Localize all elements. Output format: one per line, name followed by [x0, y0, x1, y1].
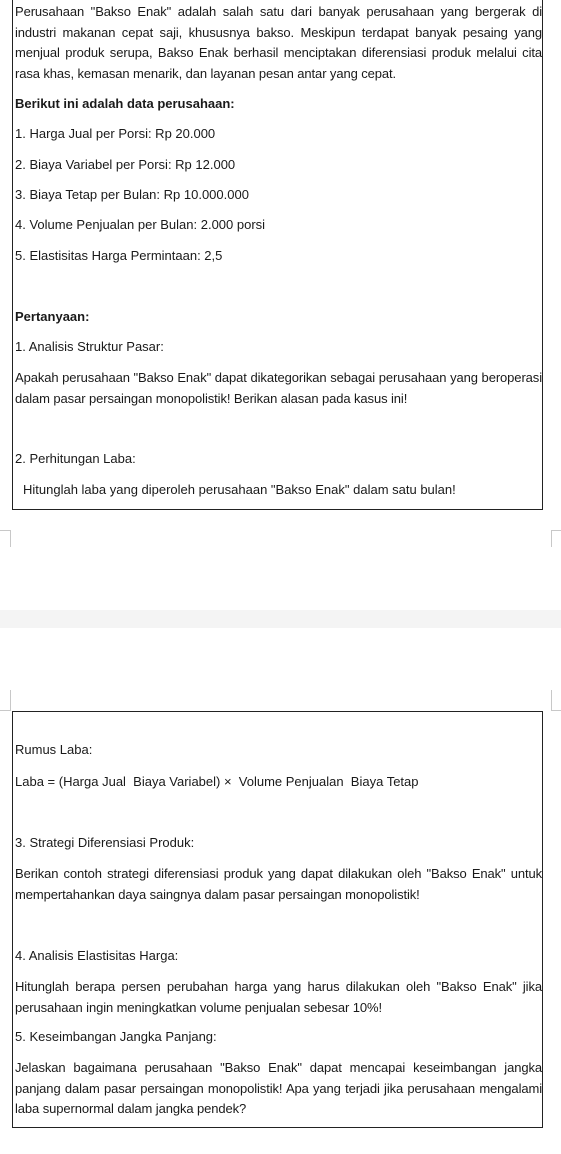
q4-title: 4. Analisis Elastisitas Harga:: [15, 948, 179, 963]
q3-title: 3. Strategi Diferensiasi Produk:: [15, 835, 195, 850]
q5-text: Jelaskan bagaimana perusahaan "Bakso Enak" dapat mencapai keseimbangan jangka panjang dalam pasar persaingan monopolistik! Apa yang terjadi jika perusahaan mengalami laba supernormal dalam jangka pendek?: [15, 1060, 542, 1116]
formula: Laba = (Harga Jual Biaya Variabel) × Volume Penjualan Biaya Tetap: [15, 774, 419, 789]
q5-title: 5. Keseimbangan Jangka Panjang:: [15, 1029, 217, 1044]
data-heading: Berikut ini adalah data perusahaan:: [15, 96, 235, 111]
data-item-1: 1. Harga Jual per Porsi: Rp 20.000: [15, 126, 216, 141]
q3-text: Berikan contoh strategi diferensiasi produk yang dapat dilakukan oleh "Bakso Enak" untuk mempertahankan daya saingnya dalam pasar persaingan monopolistik!: [15, 866, 542, 902]
data-item-4: 4. Volume Penjualan per Bulan: 2.000 porsi: [15, 217, 266, 232]
page-corner-mark: [0, 530, 11, 547]
intro-paragraph: Perusahaan "Bakso Enak" adalah salah satu dari banyak perusahaan yang bergerak di industri makanan cepat saji, khususnya bakso. Meskipun terdapat banyak pesaing yang menjual produk serupa, Bakso Enak berhasil menciptakan diferensiasi produk melalui cita rasa khas, kemasan menarik, dan layanan pesan antar yang cepat.: [15, 4, 542, 81]
q4-text: Hitunglah berapa persen perubahan harga yang harus dilakukan oleh "Bakso Enak" jika perusahaan ingin meningkatkan volume penjualan sebesar 10%!: [15, 979, 542, 1015]
data-item-3: 3. Biaya Tetap per Bulan: Rp 10.000.000: [15, 187, 249, 202]
data-item-5: 5. Elastisitas Harga Permintaan: 2,5: [15, 248, 223, 263]
page-gap: [0, 610, 561, 628]
formula-title: Rumus Laba:: [15, 742, 93, 757]
page-corner-mark: [551, 690, 561, 711]
page-corner-mark: [551, 530, 561, 547]
page-2: [12, 711, 543, 1128]
page-corner-mark: [0, 690, 11, 711]
page-1: [12, 0, 543, 510]
data-item-2: 2. Biaya Variabel per Porsi: Rp 12.000: [15, 157, 236, 172]
q2-text: Hitunglah laba yang diperoleh perusahaan "Bakso Enak" dalam satu bulan!: [23, 482, 456, 497]
q1-text: Apakah perusahaan "Bakso Enak" dapat dikategorikan sebagai perusahaan yang beroperasi dalam pasar persaingan monopolistik! Berikan alasan pada kasus ini!: [15, 370, 542, 406]
q2-title: 2. Perhitungan Laba:: [15, 451, 136, 466]
questions-heading: Pertanyaan:: [15, 309, 90, 324]
q1-title: 1. Analisis Struktur Pasar:: [15, 339, 164, 354]
